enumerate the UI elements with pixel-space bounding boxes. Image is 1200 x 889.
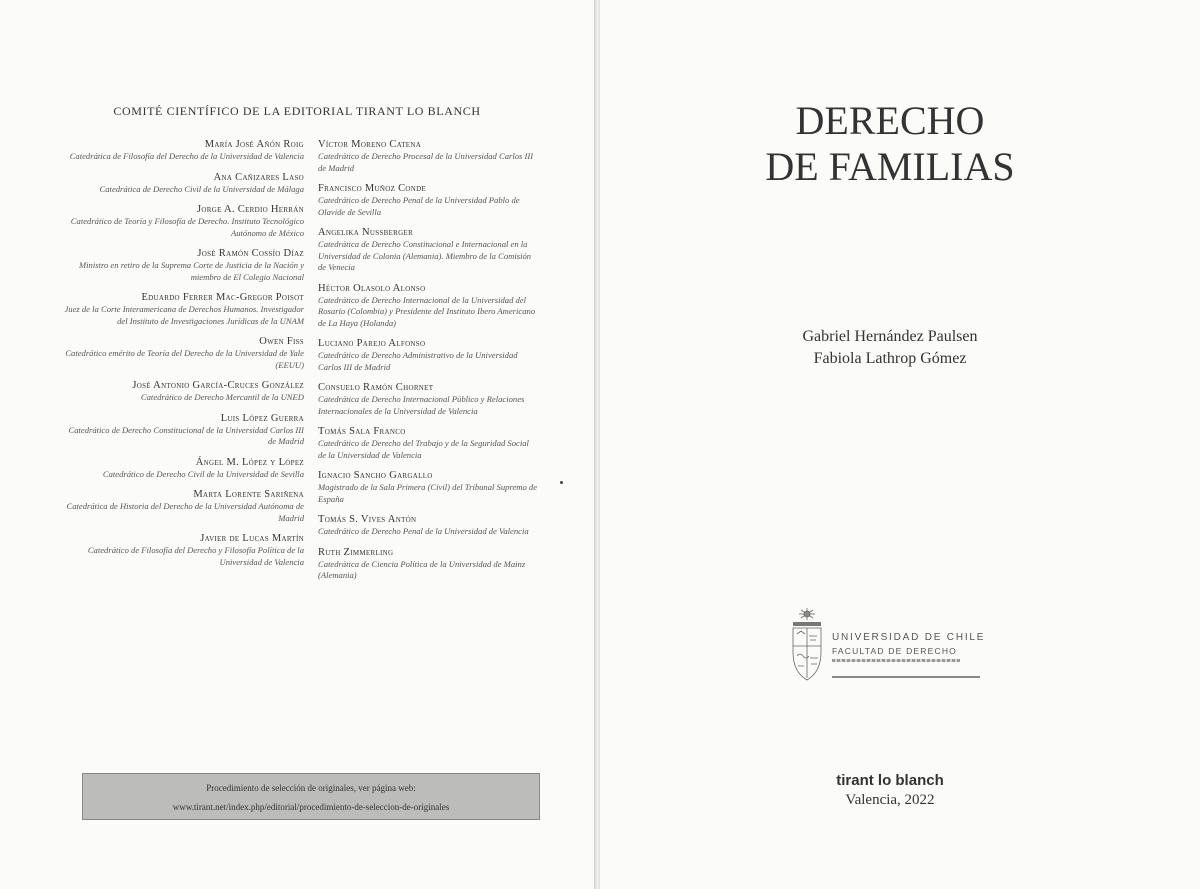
member-role: Catedrática de Ciencia Política de la Universidad de Mainz (Alemania): [318, 558, 526, 580]
member-name: Luis López Guerra: [220, 412, 304, 424]
committee-member: [318, 282, 538, 330]
authors: [700, 326, 1080, 370]
committee-member: [60, 412, 304, 448]
member-name: Héctor Olasolo Alonso: [318, 282, 426, 294]
member-name: Tomás Sala Franco: [318, 426, 406, 437]
member-role: Catedrática de Derecho Constitucional e Internacional en la Universidad de Colonia (Alemania). Miembro de la Comisión de Venecia: [318, 239, 532, 272]
member-role: Catedrático de Teoría y Filosofía de Derecho. Instituto Tecnológico Autónomo de México: [70, 216, 304, 238]
committee-member: [60, 203, 304, 239]
committee-member: [318, 138, 538, 174]
member-name: Ruth Zimmerling: [318, 546, 394, 558]
member-role: Ministro en retiro de la Suprema Corte de Justicia de la Nación y miembro de El Colegio Nacional: [79, 260, 304, 282]
member-name: Marta Lorente Sariñena: [193, 489, 304, 500]
member-role: Catedrático de Derecho Internacional de la Universidad del Rosario (Colombia) y Presidente del Instituto Ibero Americano de La Haya (Holanda): [318, 294, 536, 328]
committee-left-column: [60, 138, 304, 576]
speck-mark: [560, 481, 563, 484]
committee-member: [60, 379, 304, 404]
member-role: Catedrático de Derecho Constitucional de la Universidad Carlos III de Madrid: [68, 424, 304, 446]
member-role: Juez de la Corte Interamericana de Derechos Humanos. Investigador del Instituto de Investigaciones Jurídicas de la UNAM: [64, 304, 304, 326]
committee-member: [318, 469, 538, 505]
committee-member: [318, 381, 538, 417]
selection-procedure-box: [82, 773, 540, 820]
committee-member: [60, 291, 304, 327]
member-role: Catedrático de Filosofía del Derecho y Filosofía Política de la Universidad de Valencia: [87, 545, 304, 567]
member-name: Eduardo Ferrer Mac-Gregor Poisot: [141, 292, 304, 303]
left-page: [0, 0, 594, 889]
member-role: Catedrático de Derecho Civil de la Universidad de Sevilla: [102, 468, 304, 479]
committee-member: [318, 337, 538, 373]
book-title-line2: DE FAMILIAS: [765, 144, 1015, 189]
committee-member: [60, 247, 304, 283]
member-role: Catedrática de Derecho Civil de la Universidad de Málaga: [99, 183, 304, 194]
member-name: José Antonio García-Cruces González: [132, 380, 304, 391]
member-role: Catedrática de Derecho Internacional Público y Relaciones Internacionales de la Universidad de Valencia: [318, 394, 525, 416]
member-role: Catedrático de Derecho Mercantil de la UNED: [140, 392, 304, 402]
author-name: Gabriel Hernández Paulsen: [802, 328, 978, 345]
member-name: Luciano Parejo Alfonso: [318, 338, 426, 349]
procedure-text: Procedimiento de selección de originales, ver página web:: [206, 783, 416, 793]
member-name: Angelika Nussberger: [318, 227, 414, 238]
committee-member: [318, 546, 538, 582]
committee-member: [318, 182, 538, 218]
university-emblem-icon: [790, 606, 824, 682]
university-name: UNIVERSIDAD DE CHILE: [832, 632, 986, 643]
member-role: Catedrática de Historia del Derecho de la Universidad Autónoma de Madrid: [66, 501, 304, 523]
committee-member: [318, 425, 538, 461]
committee-member: [60, 138, 304, 163]
committee-member: [60, 532, 304, 568]
member-name: Jorge A. Cerdio Herrán: [197, 204, 304, 215]
faculty-subtitle-line: [832, 659, 960, 662]
member-name: María José Añón Roig: [204, 139, 304, 150]
member-role: Catedrático de Derecho Administrativo de la Universidad Carlos III de Madrid: [318, 350, 518, 372]
member-role: Catedrático de Derecho del Trabajo y de la Seguridad Social de la Universidad de Valencia: [318, 438, 529, 460]
member-role: Catedrática de Filosofía del Derecho de la Universidad de Valencia: [69, 151, 304, 161]
committee-member: [60, 488, 304, 524]
publisher-name: tirant lo blanch: [836, 772, 944, 789]
committee-member: [60, 335, 304, 371]
member-name: Ignacio Sancho Gargallo: [318, 470, 433, 481]
member-role: Catedrático de Derecho Penal de la Universidad Pablo de Olavide de Sevilla: [318, 195, 520, 217]
author-name: Fabiola Lathrop Gómez: [813, 350, 967, 367]
procedure-url: www.tirant.net/index.php/editorial/procedimiento-de-seleccion-de-originales: [172, 802, 450, 812]
committee-member: [318, 226, 538, 274]
member-name: Javier de Lucas Martín: [200, 533, 304, 544]
book-title: [700, 98, 1080, 190]
publication-place-year: Valencia, 2022: [845, 792, 935, 808]
member-role: Catedrático de Derecho Penal de la Universidad de Valencia: [318, 526, 529, 536]
faculty-name: FACULTAD DE DERECHO: [832, 646, 957, 656]
committee-member: [318, 513, 538, 538]
logo-divider: [832, 676, 980, 678]
member-role: Catedrático de Derecho Procesal de la Universidad Carlos III de Madrid: [318, 151, 534, 173]
member-name: Tomás S. Vives Antón: [318, 514, 417, 525]
member-name: Víctor Moreno Catena: [318, 139, 422, 150]
member-name: Ana Cañizares Laso: [213, 171, 304, 183]
member-name: Owen Fiss: [259, 336, 304, 347]
member-name: Ángel M. López y López: [195, 456, 304, 468]
member-role: Catedrático emérito de Teoría del Derecho de la Universidad de Yale (EEUU): [65, 348, 304, 370]
member-role: Magistrado de la Sala Primera (Civil) del Tribunal Supremo de España: [318, 482, 538, 504]
committee-right-column: [318, 138, 538, 590]
member-name: Francisco Muñoz Conde: [318, 183, 427, 194]
committee-title: COMITÉ CIENTÍFICO DE LA EDITORIAL TIRANT LO BLANCH: [113, 104, 481, 118]
book-title-line1: DERECHO: [795, 98, 985, 143]
committee-member: [60, 171, 304, 196]
member-name: Consuelo Ramón Chornet: [318, 382, 434, 393]
member-name: José Ramón Cossío Díaz: [197, 248, 304, 259]
university-logo: [790, 606, 986, 686]
committee-member: [60, 456, 304, 481]
